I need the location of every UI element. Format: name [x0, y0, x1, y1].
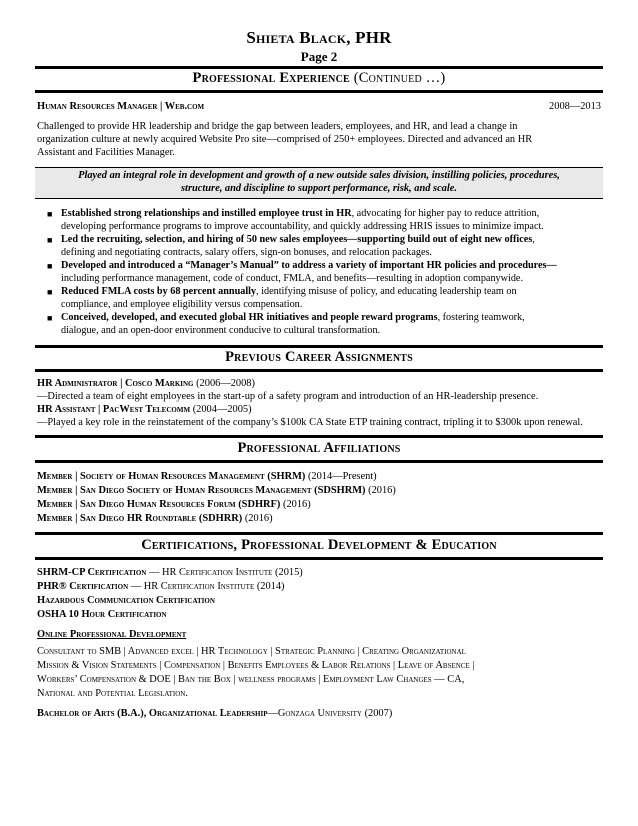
- section-rule: [35, 460, 603, 463]
- certification-item: SHRM-CP Certification — HR Certification Institute (2015): [37, 567, 303, 578]
- bullet-item: Reduced FMLA costs by 68 percent annually, identifying misuse of policy, and educating leadership team on: [61, 286, 517, 297]
- section-rule: [35, 90, 603, 93]
- job-summary-line: Challenged to provide HR leadership and bridge the gap between leaders, employees, and HR, and lead a change in: [37, 121, 518, 132]
- bullet-item-cont: defining and negotiating contracts, salary offers, sign-on bonuses, and relocation packages.: [61, 247, 432, 258]
- bullet-item-cont: compliance, and employee eligibility versus compensation.: [61, 299, 303, 310]
- certification-item: PHR® Certification — HR Certification Institute (2014): [37, 581, 285, 592]
- online-development-line: Mission & Vision Statements | Compensation | Benefits Employees & Labor Relations | Leave of Absence |: [37, 660, 475, 671]
- degree: Bachelor of Arts (B.A.), Organizational Leadership—Gonzaga University (2007): [37, 708, 393, 719]
- bullet-icon: ■: [47, 261, 53, 271]
- bullet-item: Led the recruiting, selection, and hiring of 50 new sales employees—supporting build out of eight new offices,: [61, 234, 535, 245]
- online-development-line: Workers’ Compensation & DOE | Ban the Box | wellness programs | Employment Law Changes — CA,: [37, 674, 465, 685]
- online-development-line: National and Potential Legislation.: [37, 688, 188, 699]
- job-dates: 2008—2013: [549, 101, 601, 112]
- bullet-item: Established strong relationships and instilled employee trust in HR, advocating for higher pay to reduce attrition,: [61, 208, 540, 219]
- bullet-item: Conceived, developed, and executed global HR initiatives and people reward programs, fostering teamwork,: [61, 312, 525, 323]
- candidate-name: Shieta Black, PHR: [246, 28, 392, 47]
- certification-item: OSHA 10 Hour Certification: [37, 609, 167, 620]
- section-heading-previous: Previous Career Assignments: [225, 349, 413, 365]
- previous-role-desc: —Directed a team of eight employees in the start-up of a safety program and introduction of an HR-leadership presence.: [37, 391, 539, 402]
- online-development-line: Consultant to SMB | Advanced excel | HR Technology | Strategic Planning | Creating Organizational: [37, 646, 466, 657]
- section-rule: [35, 557, 603, 560]
- affiliation-item: Member | San Diego HR Roundtable (SDHRR) (2016): [37, 513, 273, 524]
- bullet-item-cont: dialogue, and an open-door environment conducive to cultural transformation.: [61, 325, 381, 336]
- section-heading-certifications: Certifications, Professional Development & Education: [141, 537, 497, 553]
- section-rule: [35, 345, 603, 348]
- online-development-heading: Online Professional Development: [37, 629, 187, 640]
- bullet-item-cont: developing performance programs to improve accountability, and quickly addressing HRIS issues to minimize impact.: [61, 221, 544, 232]
- bullet-icon: ■: [47, 235, 53, 245]
- certification-item: Hazardous Communication Certification: [37, 595, 215, 606]
- bullet-icon: ■: [47, 313, 53, 323]
- affiliation-item: Member | San Diego Society of Human Resources Management (SDSHRM) (2016): [37, 485, 396, 496]
- bullet-item: Developed and introduced a “Manager’s Manual” to address a variety of important HR policies and procedures—: [61, 260, 557, 271]
- page-number: Page 2: [300, 49, 338, 64]
- affiliation-item: Member | Society of Human Resources Management (SHRM) (2014—Present): [37, 471, 377, 482]
- affiliation-item: Member | San Diego Human Resources Forum (SDHRF) (2016): [37, 499, 311, 510]
- bullet-item-cont: including performance management, code of conduct, FMLA, and benefits—resulting in adoption companywide.: [61, 273, 523, 284]
- previous-role: HR Assistant | PacWest Telecomm (2004—2005): [37, 404, 252, 415]
- previous-role-desc: —Played a key role in the reinstatement of the company’s $100k CA State ETP training contract, tripling it to $300k upon renewal.: [37, 417, 583, 428]
- section-heading-affiliations: Professional Affiliations: [237, 440, 401, 456]
- highlight-line: structure, and discipline to support performance, risk, and scale.: [181, 183, 457, 194]
- bullet-icon: ■: [47, 287, 53, 297]
- section-rule: [35, 66, 603, 69]
- highlight-line: Played an integral role in development and growth of a new outside sales division, instilling policies, procedures,: [78, 170, 560, 181]
- section-rule: [35, 435, 603, 438]
- job-summary-line: Assistant and Facilities Manager.: [37, 147, 175, 158]
- section-rule: [35, 532, 603, 535]
- bullet-icon: ■: [47, 209, 53, 219]
- section-heading-experience: Professional Experience (Continued …): [192, 70, 446, 86]
- previous-role: HR Administrator | Cosco Marking (2006—2008): [37, 378, 255, 389]
- job-summary-line: organization culture at newly acquired Website Pro site—comprised of 250+ employees. Directed and advanced an HR: [37, 134, 533, 145]
- job-title: Human Resources Manager | Web.com: [37, 101, 205, 112]
- section-rule: [35, 369, 603, 372]
